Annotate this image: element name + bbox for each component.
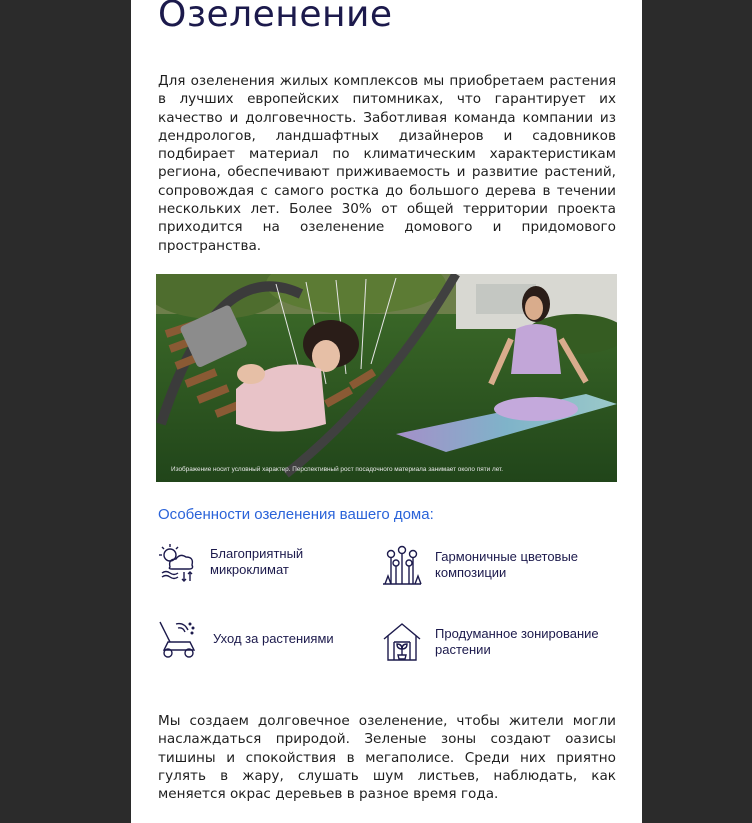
- feature-label-compositions: Гармоничные цветовые композиции: [435, 549, 579, 580]
- feature-flower-compositions: [381, 544, 605, 586]
- feature-zoning: [381, 621, 605, 663]
- feature-label-plant-care: Уход за растениями: [213, 631, 334, 646]
- feature-plant-care: [156, 618, 383, 660]
- feature-label-zoning: Продуманное зонирование растении: [435, 626, 599, 657]
- lawn-mower-icon: [156, 618, 198, 660]
- photo-illustration: [156, 274, 617, 482]
- feature-label-microclimate: Благоприятный микроклимат: [210, 546, 304, 577]
- closing-paragraph: Мы создаем долговечное озеленение, чтобы жители могли наслаждаться природой. Зеленые зоны создают оазисы тишины и спокойствия в мегаполисе. Среди них приятно гулять в жару, слушать шум листьев, наблюдать, как меняется окрас деревьев в разное время года.: [158, 713, 616, 803]
- features-title: Особенности озеленения вашего дома:: [158, 506, 434, 523]
- page-title: Озеленение: [158, 0, 393, 35]
- greenhouse-icon: [381, 621, 423, 663]
- photo-caption: Изображение носит условный характер. Перспективный рост посадочного материала занимает около пяти лет.: [171, 466, 504, 473]
- document-page: [131, 0, 642, 823]
- flowers-icon: [381, 544, 423, 586]
- feature-microclimate: [156, 541, 380, 583]
- intro-paragraph: Для озеленения жилых комплексов мы приобретаем растения в лучших европейских питомниках, что гарантирует их качество и долговечность. Заботливая команда компании из дендрологов, ландшафтных дизайнеров и садовников подбирает материал по климатическим характеристикам региона, обеспечивают приживаемость и развитие растений, сопровождая с самого ростка до большого дерева в течении нескольких лет. Более 30% от общей территории проекта приходится на озеленение домового и придомового пространства.: [158, 73, 616, 254]
- photo-yoga-hammock: [156, 274, 617, 482]
- weather-icon: [156, 541, 198, 583]
